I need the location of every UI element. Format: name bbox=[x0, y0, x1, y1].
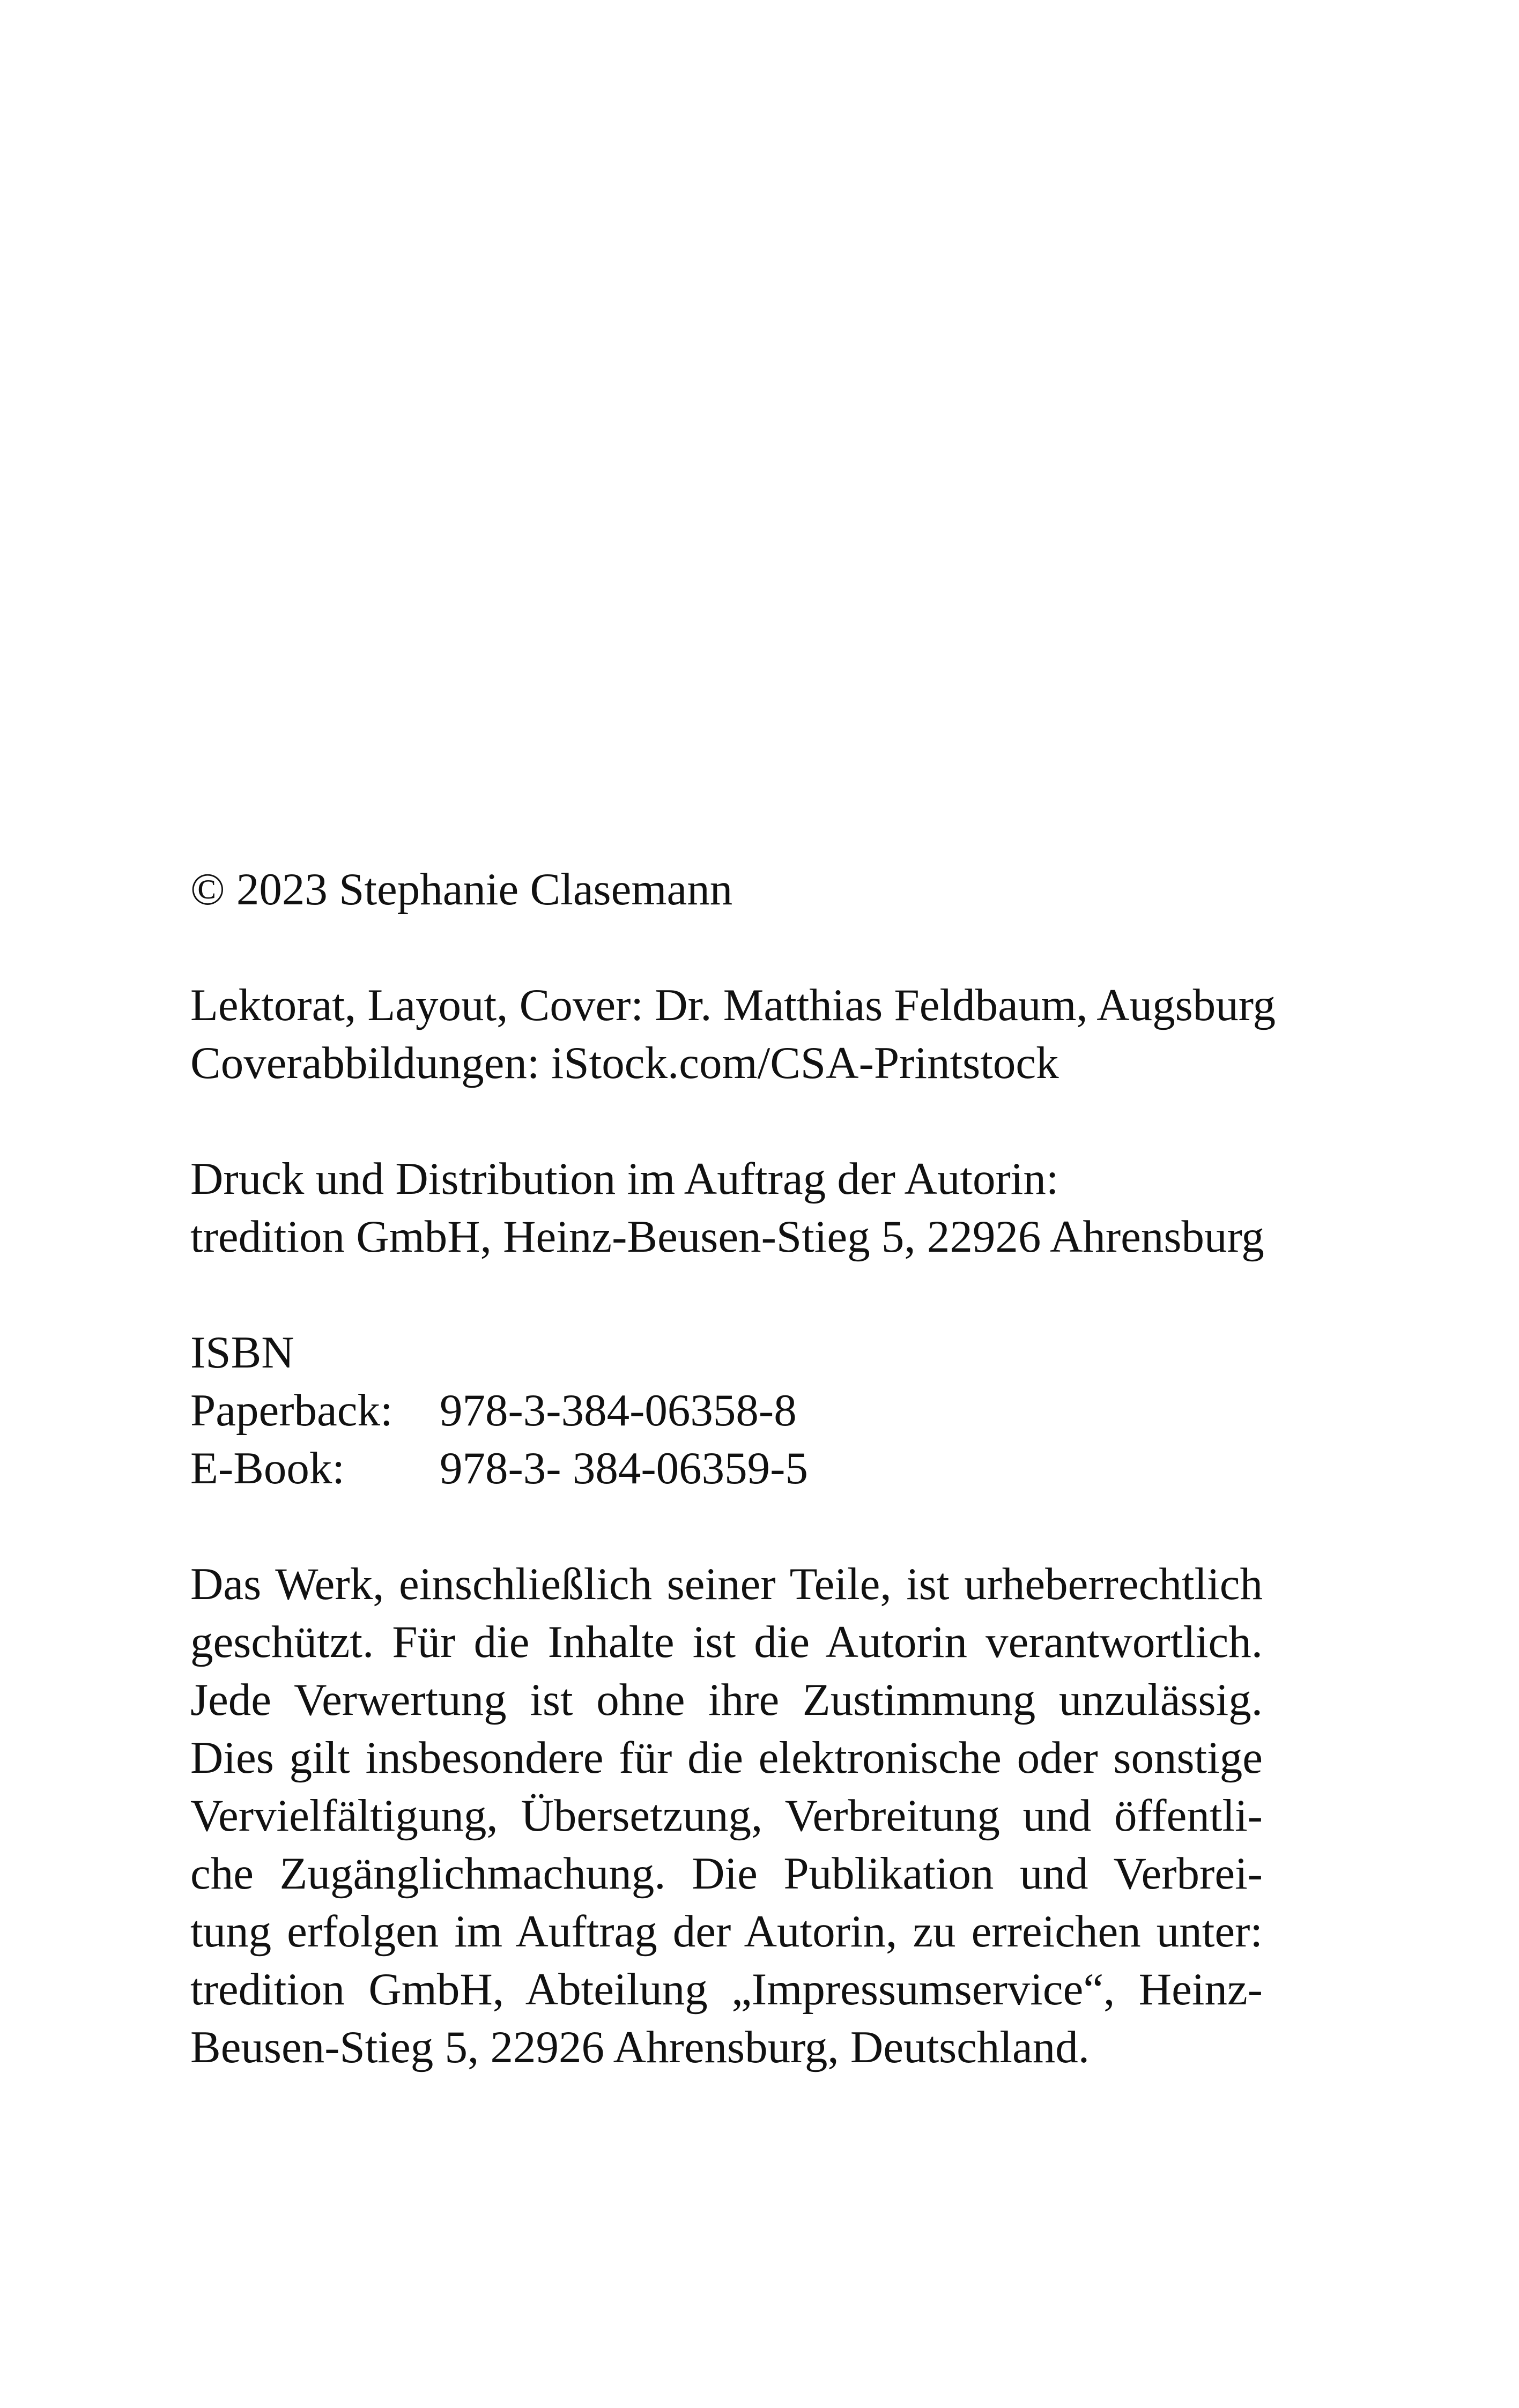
credits-cover-images: Coverabbildungen: iStock.com/CSA-Printstock bbox=[190, 1038, 1059, 1088]
legal-line: che Zugänglichmachung. Die Publikation und Verbrei- bbox=[190, 1848, 1263, 1899]
distribution-line-2: tredition GmbH, Heinz-Beusen-Stieg 5, 22926 Ahrensburg bbox=[190, 1212, 1264, 1262]
isbn-row-paperback bbox=[190, 1381, 1263, 1439]
legal-line: Das Werk, einschließlich seiner Teile, ist urheberrechtlich bbox=[190, 1559, 1263, 1609]
legal-line: Dies gilt insbesondere für die elektronische oder sonstige bbox=[190, 1733, 1263, 1783]
legal-line: geschützt. Für die Inhalte ist die Autorin verantwortlich. bbox=[190, 1617, 1263, 1667]
copyright-line: © 2023 Stephanie Clasemann bbox=[190, 864, 733, 915]
distribution-line-1: Druck und Distribution im Auftrag der Autorin: bbox=[190, 1154, 1059, 1204]
isbn-value: 978-3- 384-06359-5 bbox=[440, 1443, 808, 1493]
distribution-block bbox=[190, 1150, 1263, 1266]
isbn-heading: ISBN bbox=[190, 1327, 294, 1378]
isbn-label: E-Book: bbox=[190, 1443, 345, 1493]
legal-line: Jede Verwertung ist ohne ihre Zustimmung unzulässig. bbox=[190, 1675, 1263, 1725]
isbn-label: Paperback: bbox=[190, 1385, 393, 1436]
copyright-block bbox=[190, 860, 1263, 918]
legal-line: tredition GmbH, Abteilung „Impressumservice“, Heinz- bbox=[190, 1964, 1263, 2015]
isbn-value: 978-3-384-06358-8 bbox=[440, 1385, 797, 1436]
isbn-row-ebook bbox=[190, 1439, 1263, 1497]
legal-paragraph bbox=[190, 1555, 1263, 2076]
legal-line: Beusen-Stieg 5, 22926 Ahrensburg, Deutschland. bbox=[190, 2022, 1090, 2072]
imprint-content bbox=[190, 860, 1276, 2076]
credits-lektorat: Lektorat, Layout, Cover: Dr. Matthias Feldbaum, Augsburg bbox=[190, 980, 1276, 1030]
isbn-block bbox=[190, 1324, 1263, 1497]
legal-line: Vervielfältigung, Übersetzung, Verbreitung und öffentli- bbox=[190, 1790, 1263, 1841]
credits-block bbox=[190, 976, 1276, 1092]
legal-line: tung erfolgen im Auftrag der Autorin, zu erreichen unter: bbox=[190, 1906, 1263, 1957]
